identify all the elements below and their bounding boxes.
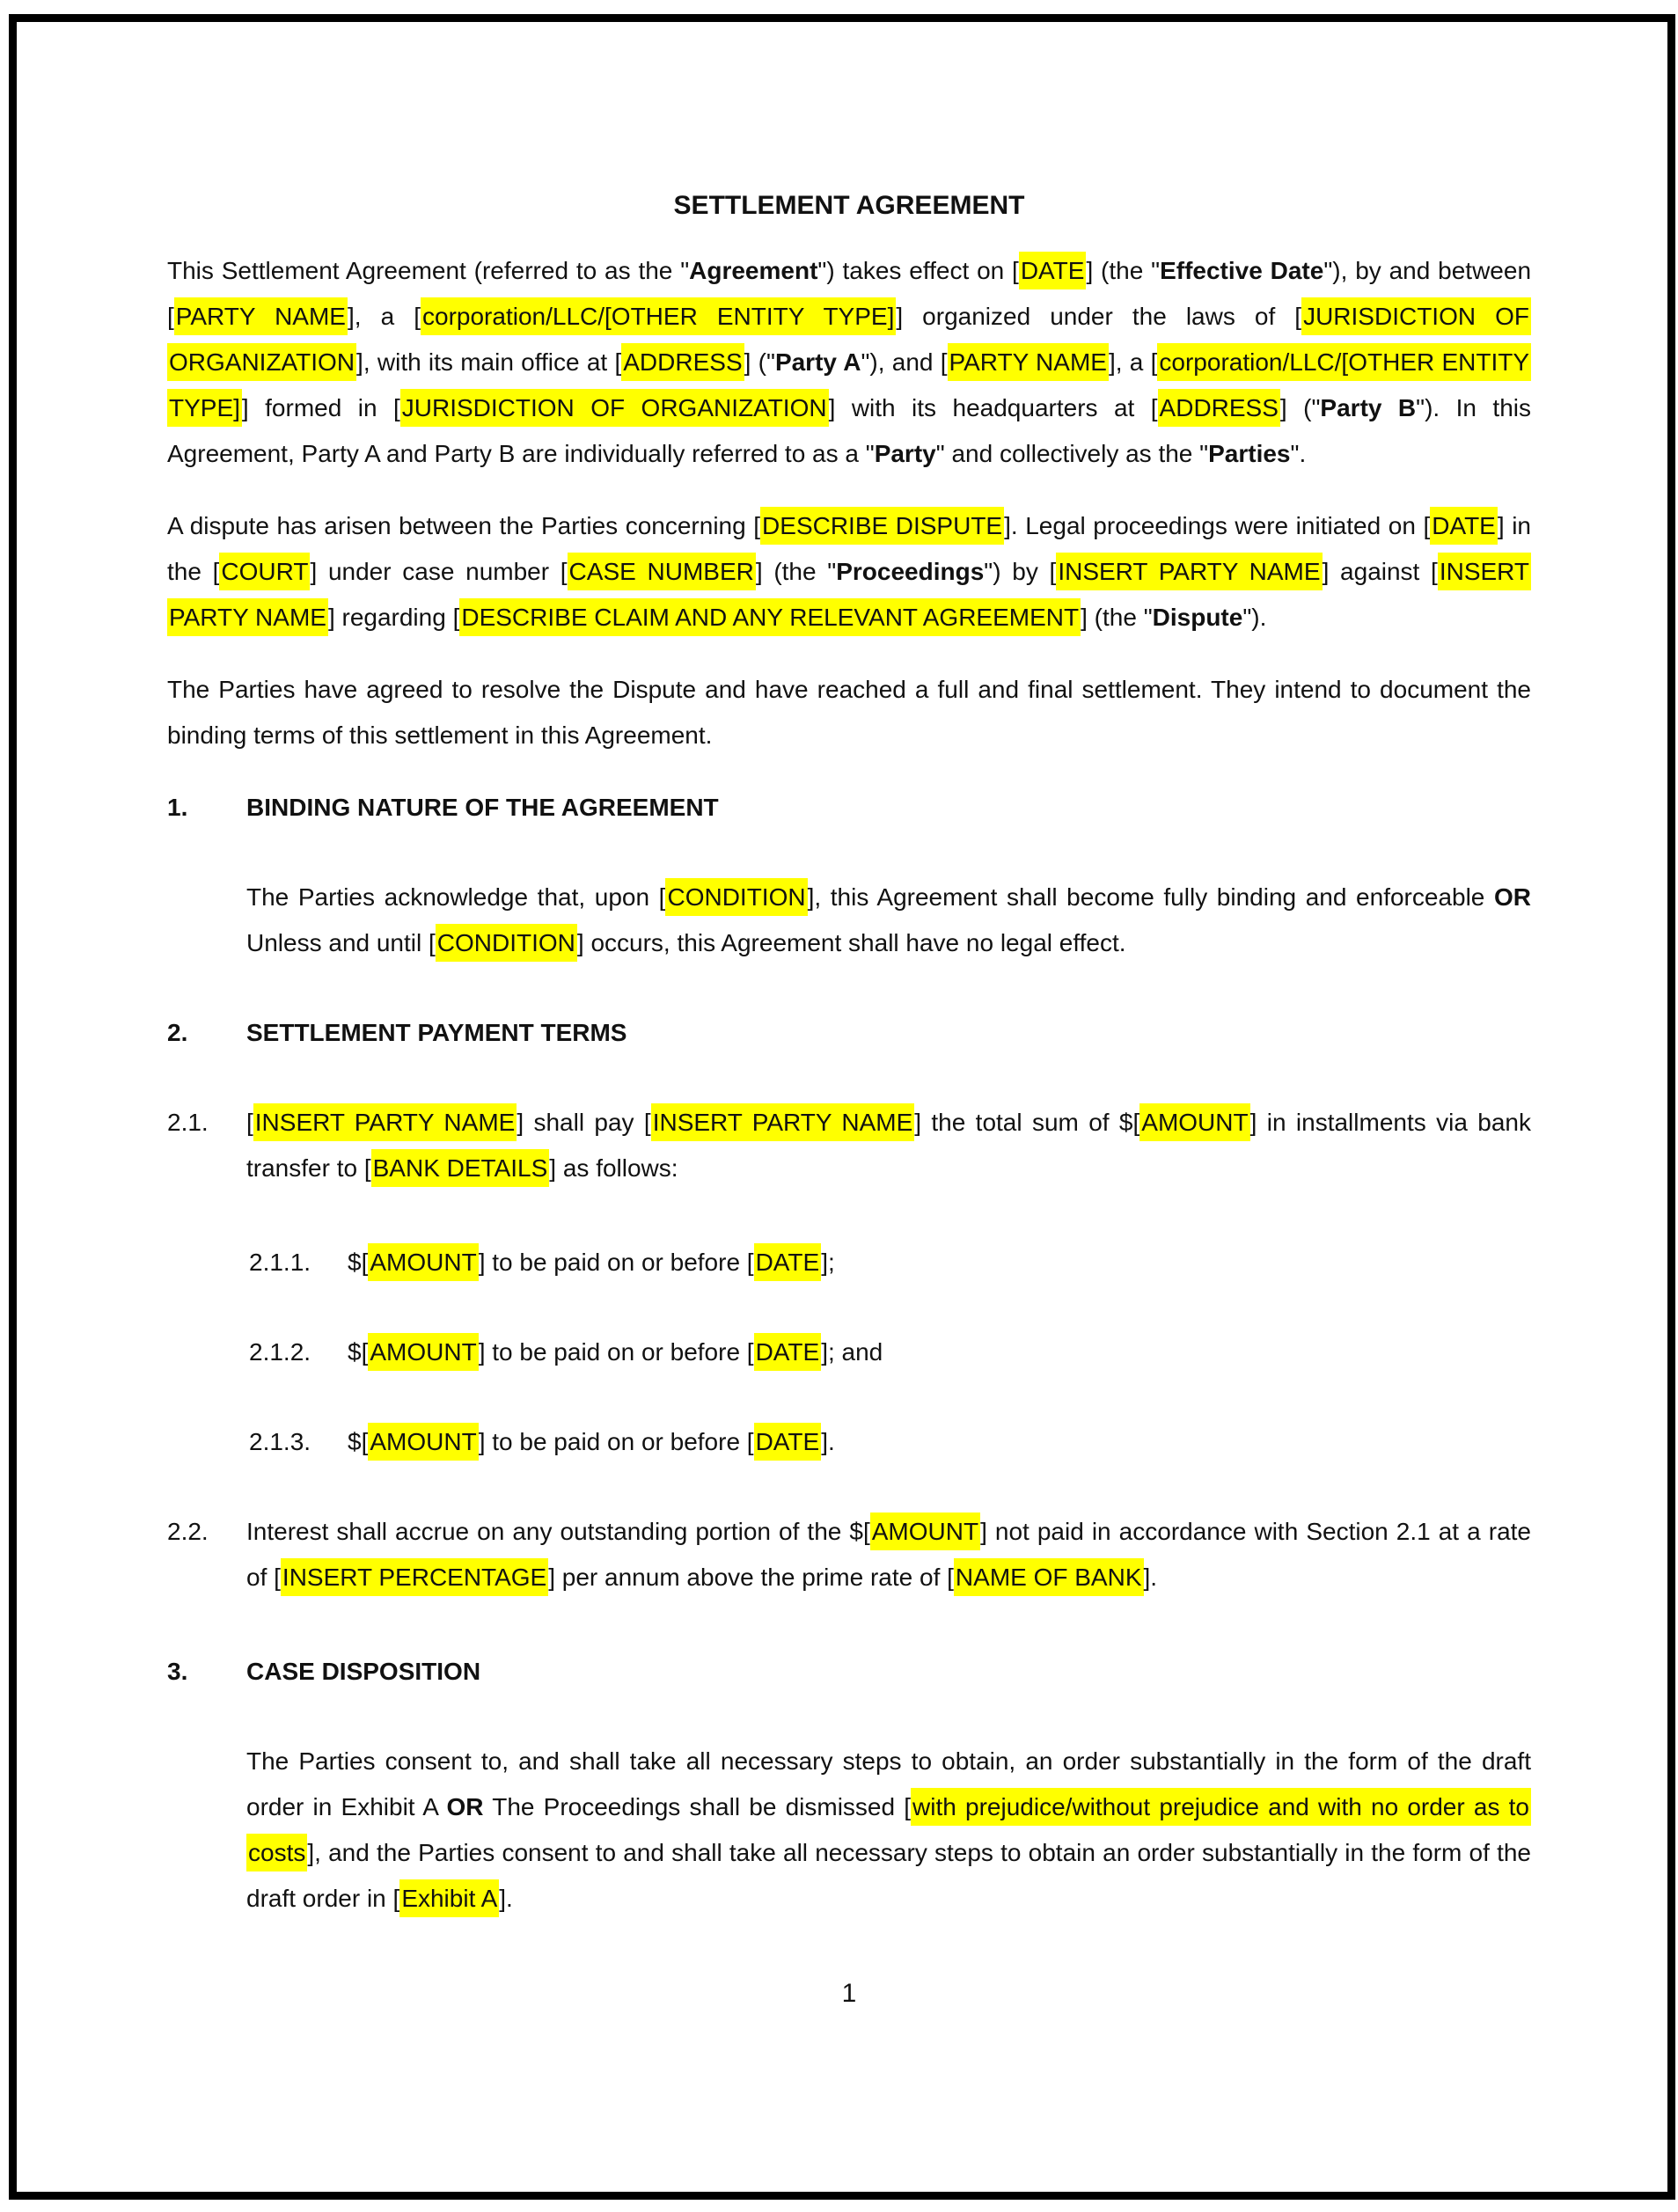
text-run: The Proceedings shall be dismissed [ <box>483 1793 912 1820</box>
text-run: ], a [ <box>348 303 421 330</box>
highlight-placeholder: DATE <box>1019 252 1087 289</box>
text-run: ], a [ <box>1108 348 1158 376</box>
section-3-body <box>246 1739 1531 1922</box>
section-3-number: 3. <box>167 1658 188 1685</box>
clause-2-1-number: 2.1. <box>167 1109 209 1136</box>
bold-text: Parties <box>1208 440 1291 467</box>
clause-2-1-2-body <box>348 1329 1531 1375</box>
text-run: A dispute has arisen between the Parties concerning [ <box>167 512 761 539</box>
text-run: $[ <box>348 1428 369 1455</box>
highlight-placeholder: COURT <box>219 553 310 590</box>
section-2-heading <box>167 1010 1531 1056</box>
text-run: ] the total sum of $[ <box>914 1109 1140 1136</box>
resolution-paragraph <box>167 667 1531 758</box>
intro-paragraph <box>167 248 1531 477</box>
section-1-heading <box>167 785 1531 831</box>
highlight-placeholder: JURISDICTION OF ORGANIZATION <box>400 389 829 427</box>
dispute-paragraph <box>167 503 1531 641</box>
highlight-placeholder: BANK DETAILS <box>371 1149 550 1187</box>
highlight-placeholder: JURISDICTION OF ORGANIZATION <box>167 297 1531 381</box>
text-run: ] in installments via bank transfer to [ <box>246 1109 1531 1182</box>
text-run: ] (" <box>744 348 775 376</box>
highlight-placeholder: DATE <box>754 1423 822 1461</box>
text-run: ]; and <box>821 1338 883 1366</box>
text-run: ") by [ <box>984 558 1057 585</box>
text-run: ] (the " <box>1086 257 1161 284</box>
section-1-number: 1. <box>167 794 188 821</box>
section-3-heading <box>167 1649 1531 1695</box>
text-run: ] with its headquarters at [ <box>828 394 1158 421</box>
highlight-placeholder: corporation/LLC/[OTHER ENTITY TYPE] <box>167 343 1531 427</box>
highlight-placeholder: INSERT PARTY NAME <box>253 1103 517 1141</box>
text-run: The Parties have agreed to resolve the Dispute and have reached a full and final settlement. They intend to document the binding terms of this settlement in this Agreement. <box>167 676 1531 749</box>
clause-2-1-1-number: 2.1.1. <box>249 1249 311 1276</box>
highlight-placeholder: AMOUNT <box>870 1513 980 1550</box>
highlight-placeholder: PARTY NAME <box>174 297 348 335</box>
clause-2-1-2 <box>249 1329 1531 1375</box>
bold-text: Party B <box>1320 394 1417 421</box>
text-run: ], this Agreement shall become fully binding and enforceable <box>807 883 1494 911</box>
clause-2-1 <box>167 1100 1531 1191</box>
text-run: ] to be paid on or before [ <box>478 1338 754 1366</box>
bold-text: OR <box>1494 883 1531 911</box>
text-run: ] not paid in accordance with Section 2.1 at a rate of [ <box>246 1518 1531 1591</box>
highlight-placeholder: INSERT PARTY NAME <box>651 1103 915 1141</box>
text-run: ] against [ <box>1322 558 1438 585</box>
text-run: $[ <box>348 1249 369 1276</box>
text-run: ] under case number [ <box>310 558 568 585</box>
clause-2-1-1-body <box>348 1240 1531 1285</box>
bold-text: Proceedings <box>836 558 985 585</box>
text-run: The Parties consent to, and shall take all necessary steps to obtain, an order substantially in the form of the draft order in Exhibit A <box>246 1747 1531 1820</box>
document-content <box>17 22 1667 2017</box>
highlight-placeholder: INSERT PARTY NAME <box>167 553 1531 636</box>
highlight-placeholder: ADDRESS <box>1158 389 1280 427</box>
highlight-placeholder: DESCRIBE CLAIM AND ANY RELEVANT AGREEMENT <box>459 598 1081 636</box>
text-run: ] to be paid on or before [ <box>478 1249 754 1276</box>
text-run: ]. Legal proceedings were initiated on [ <box>1004 512 1431 539</box>
text-run: ] (the " <box>755 558 837 585</box>
text-run: ] shall pay [ <box>517 1109 651 1136</box>
bold-text: Agreement <box>689 257 818 284</box>
text-run: ], and the Parties consent to and shall take all necessary steps to obtain an order substantially in the form of the draft order in [ <box>246 1839 1531 1912</box>
highlight-placeholder: AMOUNT <box>368 1333 478 1371</box>
text-run: Unless and until [ <box>246 929 436 956</box>
page-number: 1 <box>841 1979 857 2008</box>
highlight-placeholder: PARTY NAME <box>948 343 1109 381</box>
text-run: " and collectively as the " <box>935 440 1209 467</box>
document-title: SETTLEMENT AGREEMENT <box>673 191 1025 220</box>
clause-2-1-body <box>246 1100 1531 1191</box>
highlight-placeholder: DATE <box>754 1243 822 1281</box>
highlight-placeholder: AMOUNT <box>1139 1103 1249 1141</box>
text-run: ") takes effect on [ <box>817 257 1019 284</box>
text-run: $[ <box>348 1338 369 1366</box>
text-run: ] to be paid on or before [ <box>478 1428 754 1455</box>
text-run: ]. <box>499 1885 513 1912</box>
text-run: ] as follows: <box>549 1154 678 1182</box>
clause-2-2-number: 2.2. <box>167 1518 209 1545</box>
highlight-placeholder: corporation/LLC/[OTHER ENTITY TYPE] <box>421 297 896 335</box>
text-run: ] in the [ <box>167 512 1531 585</box>
highlight-placeholder: ADDRESS <box>621 343 744 381</box>
text-run: ]; <box>821 1249 835 1276</box>
text-run: This Settlement Agreement (referred to as the " <box>167 257 690 284</box>
highlight-placeholder: NAME OF BANK <box>954 1558 1144 1596</box>
bold-text: Dispute <box>1152 604 1243 631</box>
text-run: ] formed in [ <box>241 394 400 421</box>
text-run: ] regarding [ <box>327 604 460 631</box>
text-run: ". <box>1290 440 1307 467</box>
text-run: "), by and between [ <box>167 257 1532 330</box>
bold-text: Effective Date <box>1160 257 1324 284</box>
text-run: "), and [ <box>861 348 948 376</box>
clause-2-1-3-body <box>348 1419 1531 1465</box>
highlight-placeholder: INSERT PARTY NAME <box>1056 553 1322 590</box>
highlight-placeholder: DATE <box>1430 507 1498 545</box>
clause-2-1-3 <box>249 1419 1531 1465</box>
text-run: Interest shall accrue on any outstanding portion of the $[ <box>246 1518 870 1545</box>
text-run: ]. <box>1143 1564 1158 1591</box>
clause-2-1-2-number: 2.1.2. <box>249 1338 311 1366</box>
section-1-body <box>246 875 1531 966</box>
text-run: ] (" <box>1279 394 1321 421</box>
highlight-placeholder: CONDITION <box>665 878 807 916</box>
page-border <box>9 14 1675 2200</box>
text-run: ] organized under the laws of [ <box>896 303 1302 330</box>
section-3-title: CASE DISPOSITION <box>246 1658 481 1685</box>
clause-2-2 <box>167 1509 1531 1600</box>
text-run: "). In this Agreement, Party A and Party B are individually referred to as a " <box>167 394 1532 467</box>
bold-text: Party A <box>774 348 861 376</box>
highlight-placeholder: INSERT PERCENTAGE <box>281 1558 548 1596</box>
highlight-placeholder: DESCRIBE DISPUTE <box>760 507 1004 545</box>
section-2-title: SETTLEMENT PAYMENT TERMS <box>246 1019 627 1046</box>
section-1-title: BINDING NATURE OF THE AGREEMENT <box>246 794 719 821</box>
bold-text: OR <box>446 1793 484 1820</box>
text-run: ] per annum above the prime rate of [ <box>548 1564 954 1591</box>
section-2-number: 2. <box>167 1019 188 1046</box>
highlight-placeholder: CONDITION <box>436 924 577 962</box>
highlight-placeholder: AMOUNT <box>368 1243 478 1281</box>
text-run: [ <box>246 1109 253 1136</box>
clause-2-1-3-number: 2.1.3. <box>249 1428 311 1455</box>
bold-text: Party <box>874 440 936 467</box>
text-run: ] (the " <box>1081 604 1153 631</box>
text-run: ], with its main office at [ <box>356 348 622 376</box>
clause-2-1-1 <box>249 1240 1531 1285</box>
highlight-placeholder: AMOUNT <box>368 1423 478 1461</box>
highlight-placeholder: with prejudice/without prejudice and with no order as to costs <box>246 1788 1531 1871</box>
highlight-placeholder: Exhibit A <box>399 1879 499 1917</box>
text-run: "). <box>1242 604 1267 631</box>
highlight-placeholder: DATE <box>754 1333 822 1371</box>
highlight-placeholder: CASE NUMBER <box>568 553 756 590</box>
clause-2-2-body <box>246 1509 1531 1600</box>
text-run: ]. <box>821 1428 835 1455</box>
text-run: ] occurs, this Agreement shall have no legal effect. <box>576 929 1126 956</box>
text-run: The Parties acknowledge that, upon [ <box>246 883 666 911</box>
